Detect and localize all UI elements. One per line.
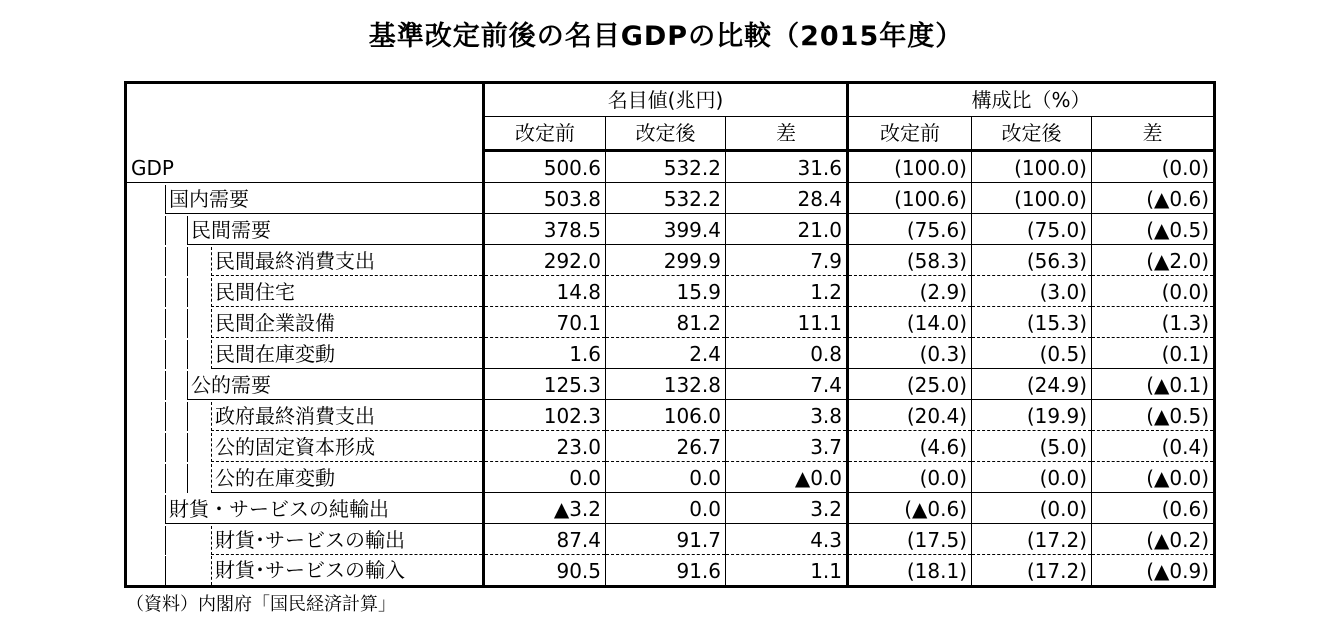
- table-cell: (0.0): [1092, 151, 1215, 183]
- table-cell: (0.0): [972, 493, 1092, 524]
- row-label-cell: [126, 369, 484, 400]
- table-cell: 14.8: [484, 276, 606, 307]
- row-label-cell: [126, 524, 484, 555]
- table-cell: (0.3): [848, 338, 972, 369]
- row-label: 財貨･サービスの輸入: [215, 558, 405, 582]
- table-cell: (0.0): [972, 462, 1092, 493]
- table-row: [126, 183, 1215, 214]
- table-cell: (19.9): [972, 400, 1092, 431]
- row-label: 公的固定資本形成: [211, 433, 482, 462]
- table-cell: 125.3: [484, 369, 606, 400]
- col-header: 改定後: [972, 117, 1092, 151]
- page-title: 基準改定前後の名目GDPの比較（2015年度）: [368, 21, 964, 52]
- row-label: 民間在庫変動: [211, 340, 482, 369]
- row-label-cell: [126, 338, 484, 369]
- row-label: 財貨･サービスの輸出: [211, 526, 482, 555]
- table-cell: (0.0): [848, 462, 972, 493]
- table-row: [126, 214, 1215, 245]
- row-label: GDP: [127, 154, 482, 183]
- table-cell: 532.2: [606, 151, 726, 183]
- table-cell: (0.4): [1092, 431, 1215, 462]
- table-cell: 1.2: [726, 276, 848, 307]
- gdp-comparison-table: [124, 81, 1216, 588]
- table-cell: (17.2): [972, 555, 1092, 587]
- table-cell: (25.0): [848, 369, 972, 400]
- table-cell: (58.3): [848, 245, 972, 276]
- table-cell: 31.6: [726, 151, 848, 183]
- col-header: 改定前: [484, 117, 606, 151]
- row-label: 政府最終消費支出: [211, 402, 482, 431]
- table-cell: 378.5: [484, 214, 606, 245]
- table-cell: (18.1): [848, 555, 972, 587]
- table-cell: (▲0.6): [848, 493, 972, 524]
- table-row: [126, 245, 1215, 276]
- row-label: 財貨・サービスの純輸出: [165, 495, 482, 524]
- table-cell: (100.6): [848, 183, 972, 214]
- table-cell: 23.0: [484, 431, 606, 462]
- table-cell: (▲0.1): [1092, 369, 1215, 400]
- table-cell: (100.0): [972, 151, 1092, 183]
- table-cell: 503.8: [484, 183, 606, 214]
- table-cell: 292.0: [484, 245, 606, 276]
- table-cell: 7.9: [726, 245, 848, 276]
- table-cell: 7.4: [726, 369, 848, 400]
- row-label-cell: [126, 276, 484, 307]
- table-cell: (▲0.9): [1092, 555, 1215, 587]
- table-row: [126, 524, 1215, 555]
- header-corner: [126, 83, 484, 151]
- table-cell: (100.0): [972, 183, 1092, 214]
- table-cell: 2.4: [606, 338, 726, 369]
- table-cell: 4.3: [726, 524, 848, 555]
- table-cell: (75.6): [848, 214, 972, 245]
- table-row: [126, 369, 1215, 400]
- table-row: [126, 555, 1215, 587]
- row-label: 国内需要: [165, 185, 482, 214]
- table-cell: 0.0: [484, 462, 606, 493]
- table-cell: 28.4: [726, 183, 848, 214]
- table-cell: (3.0): [972, 276, 1092, 307]
- table-cell: ▲0.0: [726, 462, 848, 493]
- table-cell: (15.3): [972, 307, 1092, 338]
- row-label-cell: [126, 214, 484, 245]
- table-cell: (▲0.5): [1092, 214, 1215, 245]
- table-cell: 299.9: [606, 245, 726, 276]
- table-cell: (0.0): [1092, 276, 1215, 307]
- table-row: [126, 151, 1215, 183]
- table-row: [126, 462, 1215, 493]
- table-cell: (0.6): [1092, 493, 1215, 524]
- table-cell: (5.0): [972, 431, 1092, 462]
- table-cell: 3.8: [726, 400, 848, 431]
- table-cell: (75.0): [972, 214, 1092, 245]
- table-cell: 15.9: [606, 276, 726, 307]
- row-label: 公的在庫変動: [211, 464, 482, 493]
- table-cell: (1.3): [1092, 307, 1215, 338]
- table-cell: (14.0): [848, 307, 972, 338]
- table-cell: 1.1: [726, 555, 848, 587]
- header-row-groups: [126, 83, 1215, 117]
- table-row: [126, 307, 1215, 338]
- table-cell: (17.5): [848, 524, 972, 555]
- table-cell: 91.6: [606, 555, 726, 587]
- row-label: 公的需要: [187, 371, 482, 400]
- table-row: [126, 338, 1215, 369]
- table-cell: (56.3): [972, 245, 1092, 276]
- table-cell: 106.0: [606, 400, 726, 431]
- col-header: 差: [726, 117, 848, 151]
- table-cell: ▲3.2: [484, 493, 606, 524]
- source-note: （資料）内閣府「国民経済計算」: [126, 594, 396, 615]
- row-label-cell: [126, 431, 484, 462]
- row-label-cell: [126, 400, 484, 431]
- table-cell: 399.4: [606, 214, 726, 245]
- table-cell: 3.2: [726, 493, 848, 524]
- row-label-cell: [126, 462, 484, 493]
- table-cell: (4.6): [848, 431, 972, 462]
- table-cell: (17.2): [972, 524, 1092, 555]
- table-cell: 102.3: [484, 400, 606, 431]
- table-cell: (24.9): [972, 369, 1092, 400]
- row-label-cell: [126, 151, 484, 183]
- row-label: 民間住宅: [211, 278, 482, 307]
- table-cell: 0.0: [606, 462, 726, 493]
- col-header: 改定後: [606, 117, 726, 151]
- table-cell: (2.9): [848, 276, 972, 307]
- row-label-cell: [126, 555, 484, 587]
- table-cell: (▲0.2): [1092, 524, 1215, 555]
- table-cell: (▲0.5): [1092, 400, 1215, 431]
- col-header: 差: [1092, 117, 1215, 151]
- header-group-share: 構成比（%）: [848, 83, 1215, 117]
- table-cell: (▲0.6): [1092, 183, 1215, 214]
- table-row: [126, 431, 1215, 462]
- header-group-nominal: 名目値(兆円): [484, 83, 848, 117]
- table-cell: 0.8: [726, 338, 848, 369]
- table-cell: 532.2: [606, 183, 726, 214]
- table-cell: (▲2.0): [1092, 245, 1215, 276]
- row-label-cell: [126, 493, 484, 524]
- row-label: 民間最終消費支出: [211, 247, 482, 276]
- row-label-cell: [126, 307, 484, 338]
- row-label: 民間需要: [187, 216, 482, 245]
- table-cell: 0.0: [606, 493, 726, 524]
- table-cell: 11.1: [726, 307, 848, 338]
- row-label: 民間企業設備: [211, 309, 482, 338]
- table-cell: 70.1: [484, 307, 606, 338]
- table-cell: 500.6: [484, 151, 606, 183]
- table-cell: (▲0.0): [1092, 462, 1215, 493]
- table-cell: 3.7: [726, 431, 848, 462]
- table-cell: 21.0: [726, 214, 848, 245]
- row-label-cell: [126, 245, 484, 276]
- table-row: [126, 400, 1215, 431]
- table-row: [126, 276, 1215, 307]
- table-cell: 91.7: [606, 524, 726, 555]
- table-cell: (100.0): [848, 151, 972, 183]
- table-cell: 132.8: [606, 369, 726, 400]
- table-cell: 1.6: [484, 338, 606, 369]
- table-cell: 87.4: [484, 524, 606, 555]
- row-label-cell: [126, 183, 484, 214]
- col-header: 改定前: [848, 117, 972, 151]
- table-cell: (0.5): [972, 338, 1092, 369]
- table-row: [126, 493, 1215, 524]
- table-cell: (20.4): [848, 400, 972, 431]
- table-cell: (0.1): [1092, 338, 1215, 369]
- table-cell: 81.2: [606, 307, 726, 338]
- table-cell: 90.5: [484, 555, 606, 587]
- table-cell: 26.7: [606, 431, 726, 462]
